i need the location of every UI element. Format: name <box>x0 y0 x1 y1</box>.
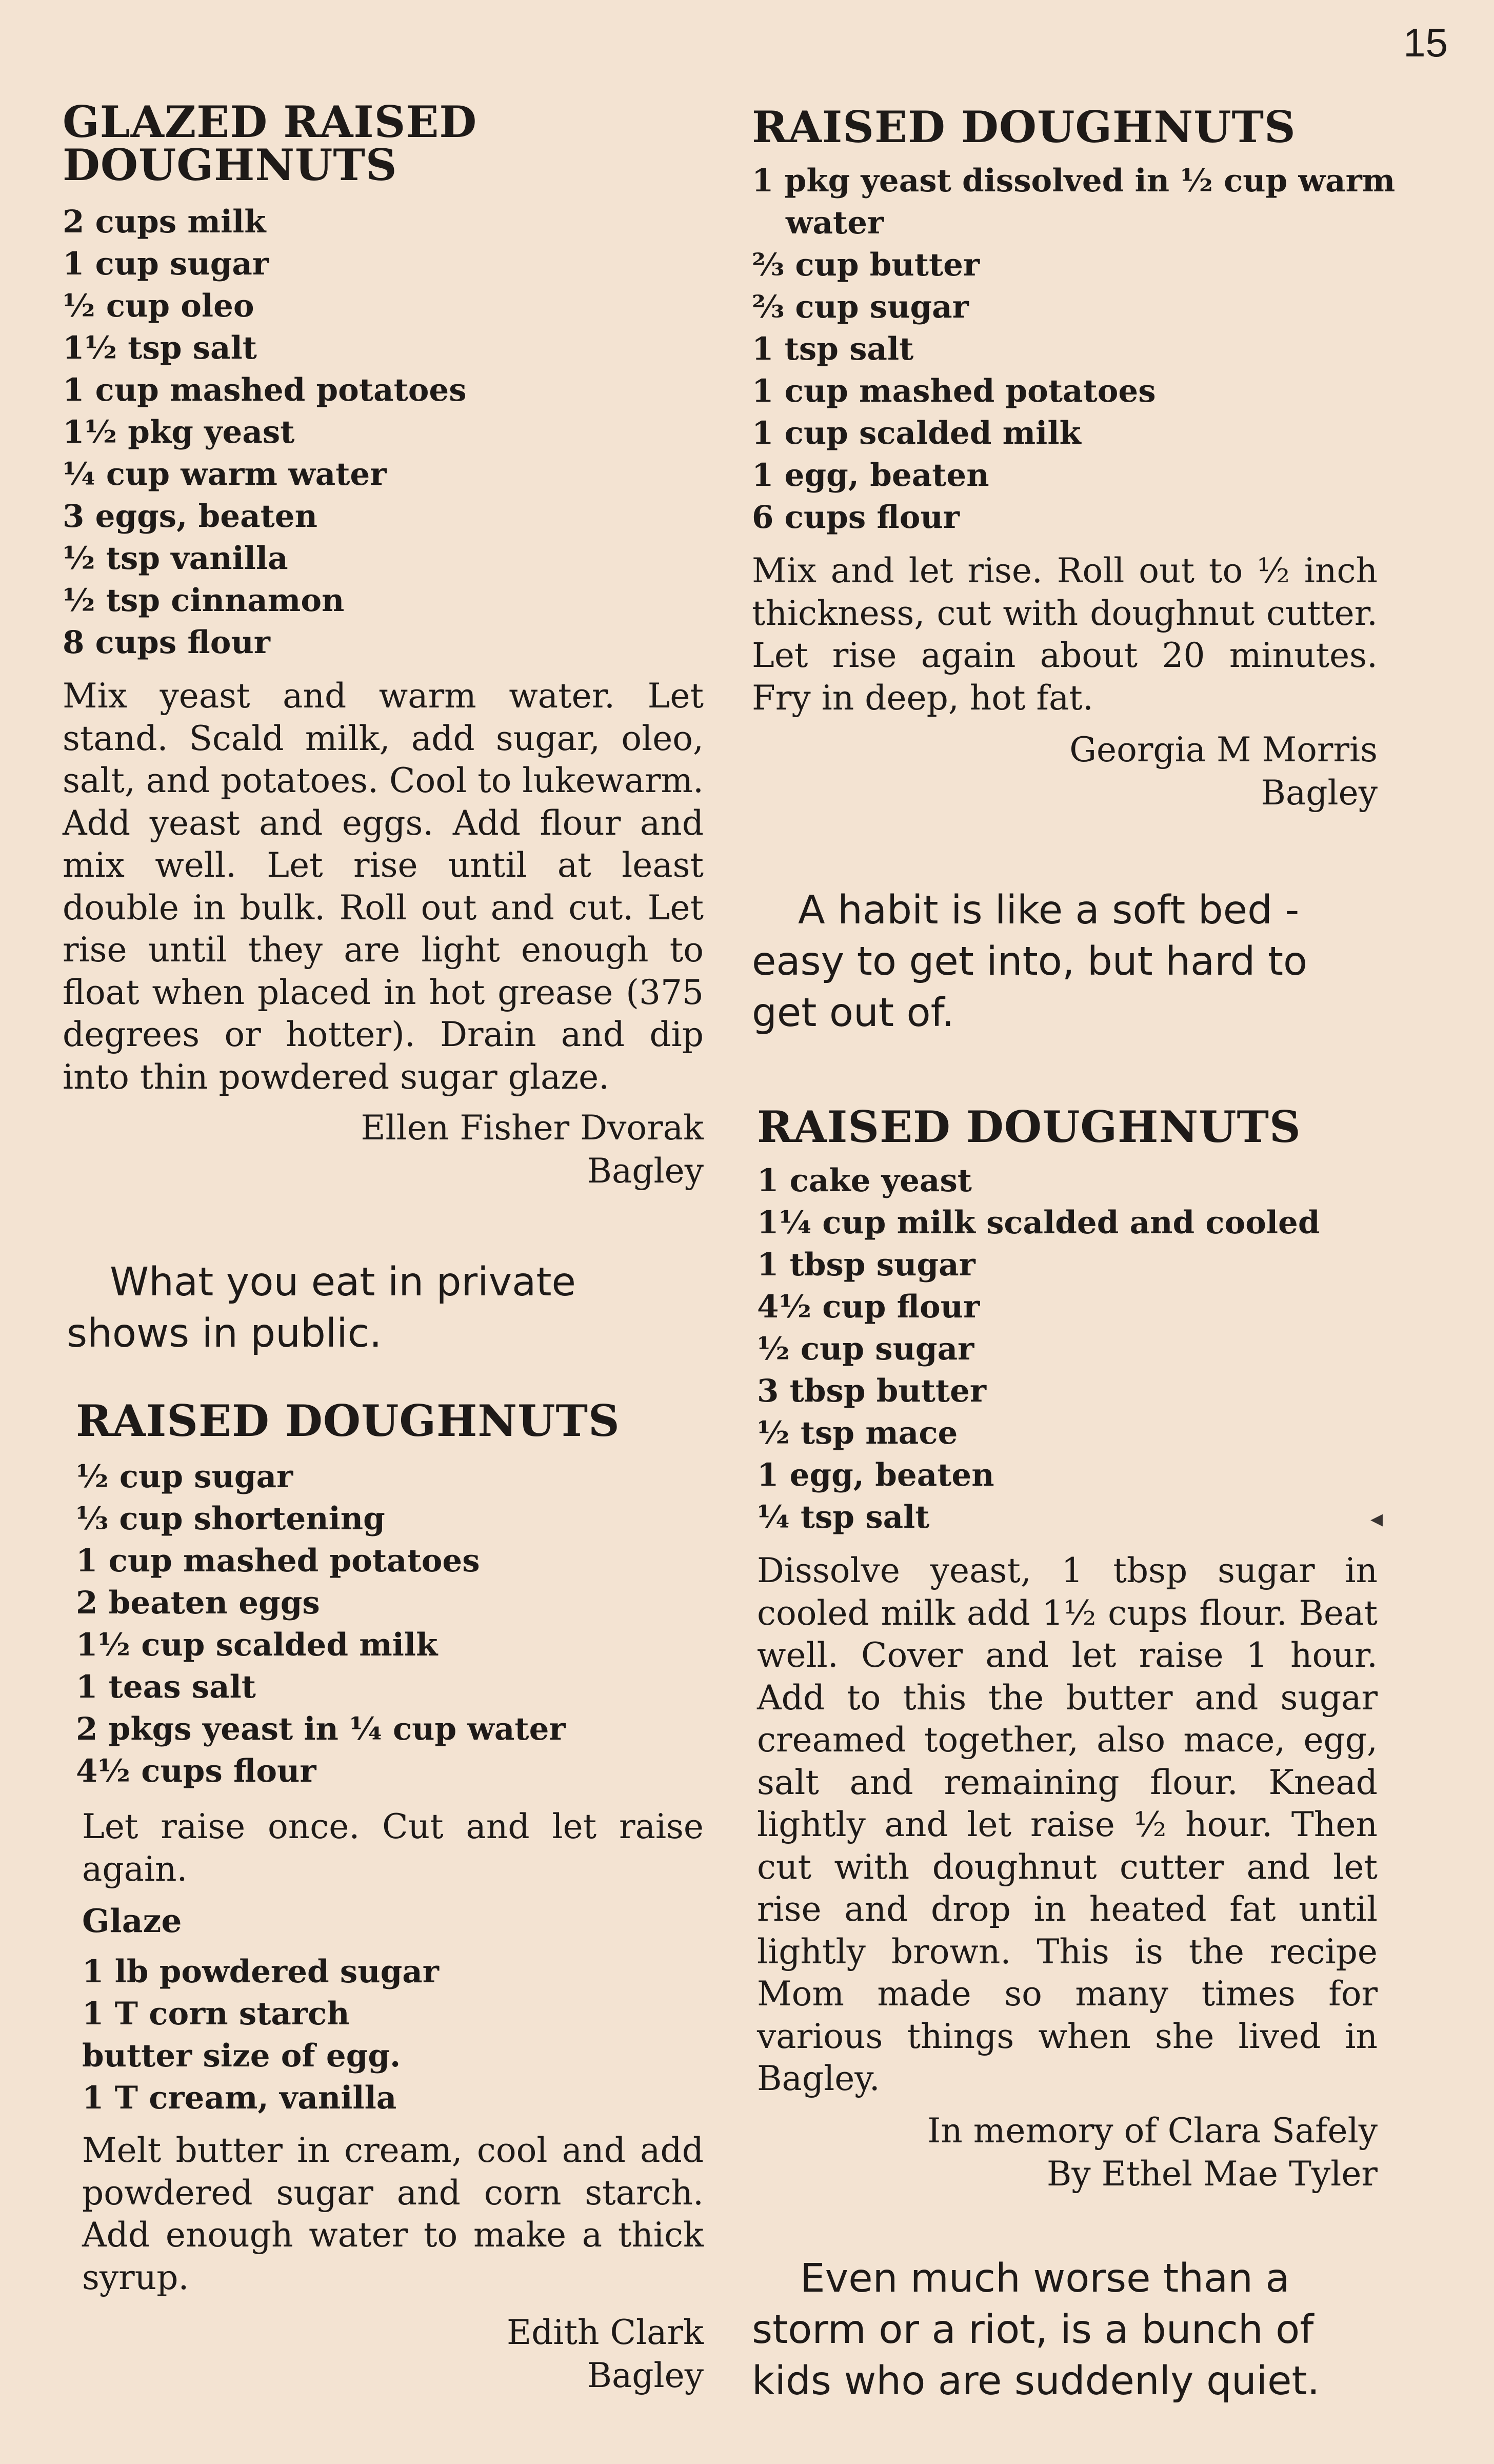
ingredient: ⅓ cup shortening <box>76 1501 385 1537</box>
ingredient: 1 tbsp sugar <box>757 1247 975 1283</box>
ingredient: 1 cake yeast <box>757 1162 972 1199</box>
ingredient: 1 cup mashed potatoes <box>752 373 1156 409</box>
quote-line: kids who are suddenly quiet. <box>752 2358 1320 2404</box>
quote-line: A habit is like a soft bed - <box>798 888 1300 933</box>
recipe-directions: Mix and let rise. Roll out to ½ inch thickness, cut with doughnut cutter. Let rise again about 20 minutes. Fry in deep, hot fat. <box>752 551 1378 718</box>
ingredient: 4½ cup flour <box>757 1289 980 1325</box>
recipe-author: Ellen Fisher Dvorak <box>361 1108 704 1148</box>
recipe-directions: Let raise once. Cut and let raise again. <box>82 1807 704 1889</box>
recipe-author: Edith Clark <box>506 2313 704 2352</box>
recipe-raised-doughnuts-3 <box>757 1101 1378 2196</box>
ingredient: 1 egg, beaten <box>757 1457 994 1493</box>
page-number: 15 <box>1403 20 1448 65</box>
ingredient: ¼ cup warm water <box>63 456 387 492</box>
ingredient: 1 egg, beaten <box>752 457 989 494</box>
ingredient: 2 pkgs yeast in ¼ cup water <box>76 1711 566 1747</box>
ingredient: ½ cup sugar <box>76 1458 293 1495</box>
quote-line: easy to get into, but hard to <box>752 939 1308 984</box>
recipe-author-town: Bagley <box>1261 773 1378 813</box>
ingredient: ½ tsp mace <box>757 1415 958 1451</box>
glaze-directions: Melt butter in cream, cool and add powdered sugar and corn starch. Add enough water to make a thick syrup. <box>82 2131 704 2297</box>
recipe-author-town: Bagley <box>587 2356 704 2395</box>
ingredient: 1 T cream, vanilla <box>82 2080 397 2116</box>
ingredient: ½ cup sugar <box>757 1331 974 1367</box>
ingredient: 1 teas salt <box>76 1669 256 1705</box>
ingredient: 2 beaten eggs <box>76 1585 320 1621</box>
ingredient: 4½ cups flour <box>76 1753 316 1789</box>
recipe-author-town: Bagley <box>587 1151 704 1191</box>
ingredient: 1¼ cup milk scalded and cooled <box>757 1205 1320 1241</box>
quote-line: Even much worse than a <box>800 2256 1290 2301</box>
recipe-author: Georgia M Morris <box>1069 730 1378 770</box>
recipe-author: In memory of Clara Safely <box>927 2111 1378 2151</box>
recipe-title: GLAZED RAISED DOUGHNUTS <box>63 96 477 190</box>
ingredient: 3 eggs, beaten <box>63 498 317 535</box>
glaze-ingredient-list <box>76 1951 704 2119</box>
ingredient: ⅔ cup butter <box>752 247 980 283</box>
quote-line: storm or a riot, is a bunch of <box>752 2307 1314 2353</box>
recipe-title: RAISED DOUGHNUTS <box>757 1101 1301 1152</box>
ingredient-list <box>63 201 704 664</box>
ingredient: 1 pkg yeast dissolved in ½ cup warm <box>752 163 1396 199</box>
ingredient: ½ tsp vanilla <box>63 540 288 577</box>
recipe-title: RAISED DOUGHNUTS <box>752 102 1296 152</box>
recipe-title: RAISED DOUGHNUTS <box>76 1395 620 1446</box>
ingredient: 1 T corn starch <box>82 1996 350 2032</box>
ingredient: 1 cup mashed potatoes <box>76 1543 480 1579</box>
ingredient: 1 cup mashed potatoes <box>63 372 467 408</box>
recipe-directions: Mix yeast and warm water. Let stand. Scald milk, add sugar, oleo, salt, and potatoes. Cool to lukewarm. Add yeast and eggs. Add flour and mix well. Let rise until at least double in bulk. Roll out and cut. Let rise until they are light enough to float when placed in hot grease (375 degrees or hotter). Drain and dip into thin powdered sugar glaze. <box>63 676 704 1097</box>
ingredient: ½ cup oleo <box>63 288 254 324</box>
margin-arrow-mark: ◂ <box>1370 1504 1383 1533</box>
ingredient-list <box>752 160 1396 539</box>
ingredient: 1 cup sugar <box>63 246 269 282</box>
recipe-directions: Dissolve yeast, 1 tbsp sugar in cooled milk add 1½ cups flour. Beat well. Cover and let raise 1 hour. Add to this the butter and sugar creamed together, also mace, egg, salt and remaining flour. Knead lightly and let raise ½ hour. Then cut with doughnut cutter and let rise and drop in heated fat until lightly brown. This is the recipe Mom made so many times for various things when she lived in Bagley. <box>757 1551 1378 2098</box>
recipe-glazed-raised-doughnuts <box>63 96 704 1193</box>
ingredient-list <box>76 1456 704 1792</box>
quote-habit <box>752 885 1378 1039</box>
ingredient: 1 tsp salt <box>752 331 914 367</box>
ingredient: 1 cup scalded milk <box>752 415 1081 451</box>
quote-private <box>67 1257 704 1359</box>
quote-line: get out of. <box>752 990 954 1036</box>
recipe-author: By Ethel Mae Tyler <box>1046 2154 1378 2194</box>
quote-line: shows in public. <box>67 1311 382 1356</box>
ingredient: butter size of egg. <box>82 2038 401 2074</box>
ingredient: 1½ pkg yeast <box>63 414 295 450</box>
ingredient: 1 lb powdered sugar <box>82 1954 439 1990</box>
ingredient: water <box>786 205 884 241</box>
ingredient: ½ tsp cinnamon <box>63 582 345 619</box>
recipe-raised-doughnuts-2 <box>752 102 1396 815</box>
ingredient: 3 tbsp butter <box>757 1373 987 1409</box>
recipe-raised-doughnuts-1 <box>76 1395 704 2397</box>
quote-line: What you eat in private <box>110 1259 576 1305</box>
glaze-label: Glaze <box>82 1902 182 1940</box>
ingredient: ⅔ cup sugar <box>752 289 969 325</box>
ingredient: 8 cups flour <box>63 624 270 661</box>
ingredient: 1½ cup scalded milk <box>76 1627 438 1663</box>
ingredient: 1½ tsp salt <box>63 330 257 366</box>
quote-quiet-kids <box>752 2253 1378 2407</box>
ingredient-list <box>757 1160 1378 1539</box>
ingredient: ¼ tsp salt <box>757 1499 930 1535</box>
ingredient: 2 cups milk <box>63 204 266 240</box>
ingredient: 6 cups flour <box>752 499 960 536</box>
